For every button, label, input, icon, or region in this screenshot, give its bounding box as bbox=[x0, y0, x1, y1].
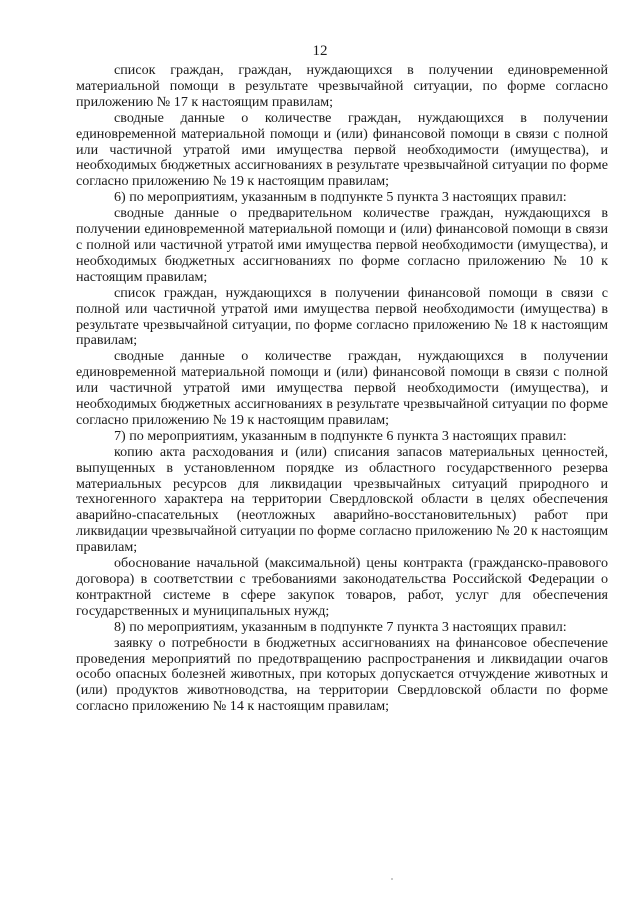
paragraph-summary-data-appendix-19-repeat: сводные данные о количестве граждан, нуждающихся в получении единовременной материальной помощи и (или) финансовой помощи в связи с полной или частичной утратой ими имущества первой необходимости (имущества), и необходимых бюджетных ассигнованиях в результате чрезвычайной ситуации по форме согласно приложению № 19 к настоящим правилам; bbox=[76, 348, 608, 428]
paragraph-contract-price-justification: обоснование начальной (максимальной) цены контракта (гражданско-правового договора) в соответствии с требованиями законодательства Российской Федерации о контрактной системе в сфере закупок товаров, работ, услуг для обеспечения государственных и муниципальных нужд; bbox=[76, 555, 608, 619]
document-body bbox=[76, 63, 608, 715]
paragraph-reserve-write-off-act: копию акта расходования и (или) списания запасов материальных ценностей, выпущенных в установленном порядке из областного государственного резерва материальных ресурсов для ликвидации чрезвычайных ситуаций природного и техногенного характера на территории Свердловской области в целях обеспечения аварийно-спасательных (неотложных аварийно-восстановительных) работ при ликвидации чрезвычайной ситуации по форме согласно приложению № 20 к настоящим правилам; bbox=[76, 443, 608, 556]
paragraph-preliminary-summary-appendix-10: сводные данные о предварительном количестве граждан, нуждающихся в получении единовременной материальной помощи и (или) финансовой помощи в связи с полной или частичной утратой ими имущества первой необходимости (имущества), и необходимых бюджетных ассигнованиях по форме согласно приложению № 10 к настоящим правилам; bbox=[76, 205, 608, 285]
paragraph-list-citizens-one-time-aid: список граждан, граждан, нуждающихся в получении единовременной материальной помощи в результате чрезвычайной ситуации, по форме согласно приложению № 17 к настоящим правилам; bbox=[76, 62, 608, 110]
scan-speck bbox=[391, 878, 393, 880]
paragraph-item-6-heading: 6) по мероприятиям, указанным в подпункте 5 пункта 3 настоящих правил: bbox=[114, 189, 567, 206]
paragraph-animal-disease-budget-request: заявку о потребности в бюджетных ассигнованиях на финансовое обеспечение проведения мероприятий по предотвращению распространения и ликвидации очагов особо опасных болезней животных, при которых допускается отчуждение животных и (или) продуктов животноводства, на территории Свердловской области по форме согласно приложению № 14 к настоящим правилам; bbox=[76, 634, 608, 715]
paragraph-item-7-heading: 7) по мероприятиям, указанным в подпункте 6 пункта 3 настоящих правил: bbox=[114, 427, 567, 444]
page-number: 12 bbox=[312, 43, 328, 59]
paragraph-list-citizens-financial-aid: список граждан, нуждающихся в получении финансовой помощи в связи с полной или частичной утратой ими имущества первой необходимости (имущества) в результате чрезвычайной ситуации, по форме согласно приложению № 18 к настоящим правилам; bbox=[76, 284, 608, 349]
paragraph-summary-data-appendix-19: сводные данные о количестве граждан, нуждающихся в получении единовременной материальной помощи и (или) финансовой помощи в связи с полной или частичной утратой ими имущества первой необходимости (имущества), и необходимых бюджетных ассигнованиях в результате чрезвычайной ситуации по форме согласно приложению № 19 к настоящим правилам; bbox=[76, 109, 608, 190]
paragraph-item-8-heading: 8) по мероприятиям, указанным в подпункте 7 пункта 3 настоящих правил: bbox=[114, 618, 567, 635]
